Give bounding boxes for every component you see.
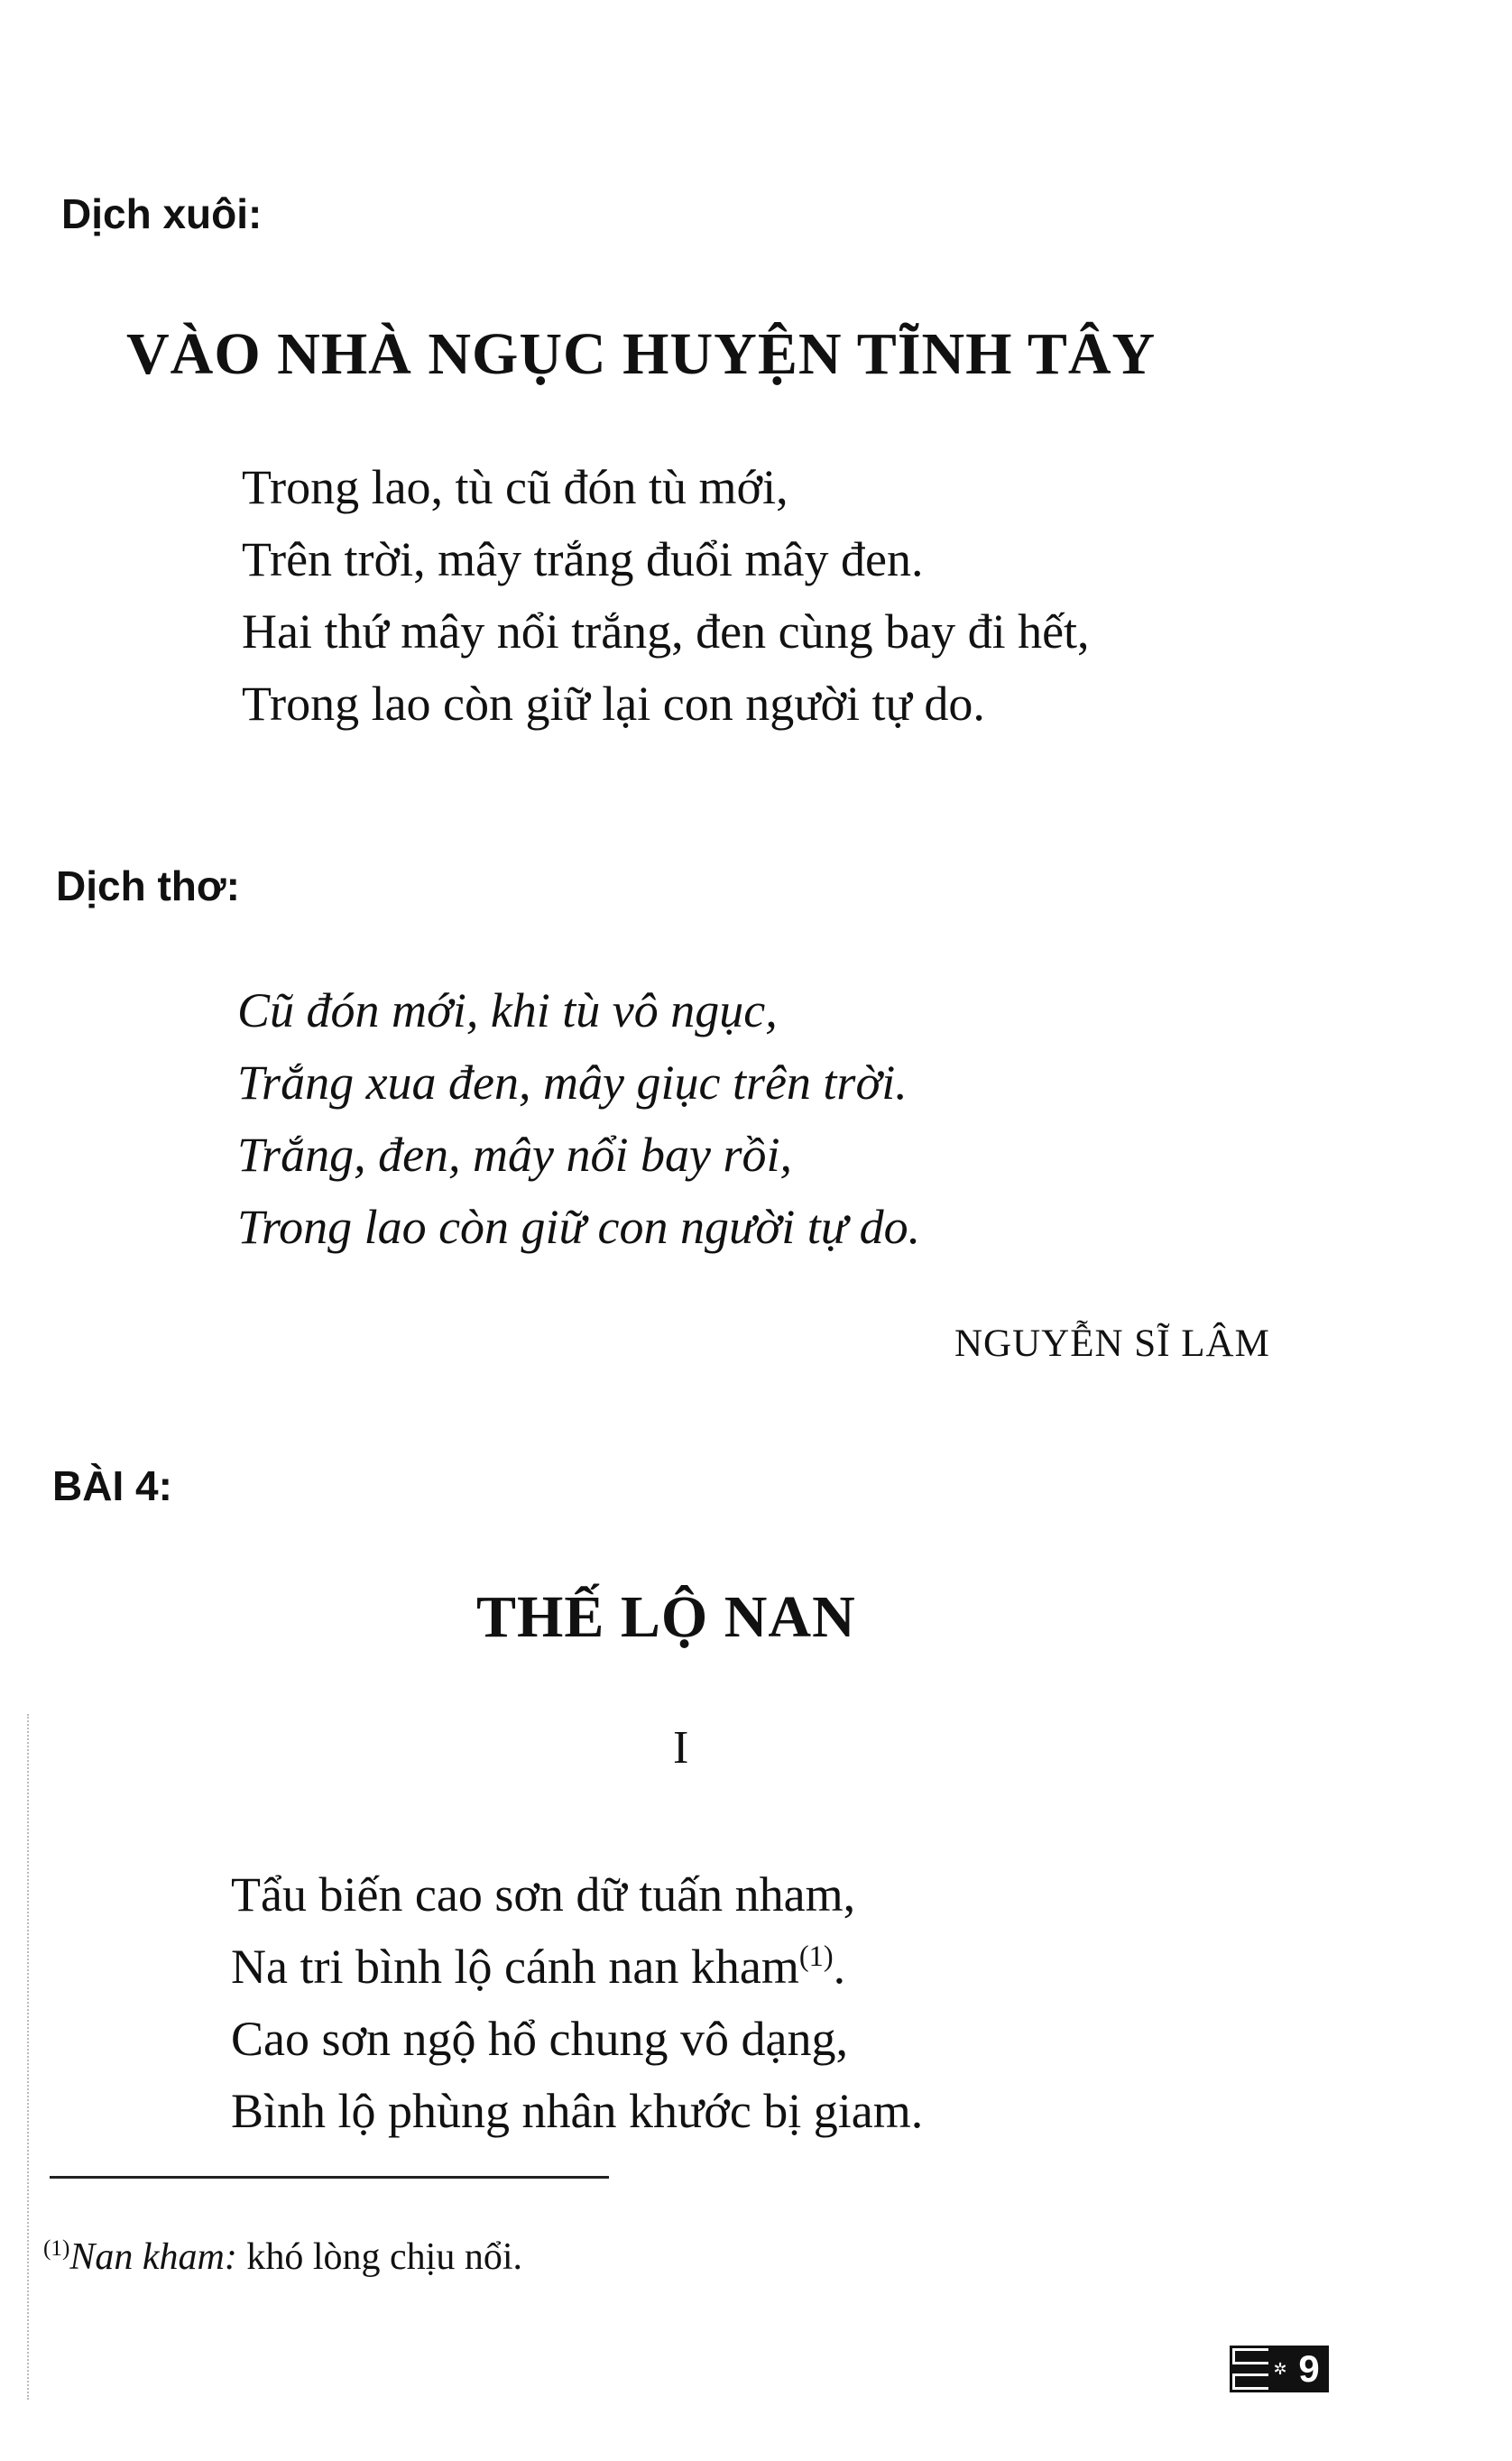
prose-translation — [242, 451, 1090, 740]
page-number: 9 — [1289, 2346, 1329, 2392]
poem-title-the-lo-nan: THẾ LỘ NAN — [476, 1584, 856, 1650]
footnote-term: Nan kham: — [69, 2236, 237, 2278]
original-poem — [231, 1858, 923, 2147]
ornament-icon — [1230, 2346, 1271, 2392]
verse-line: Cao sơn ngộ hổ chung vô dạng, — [231, 2012, 848, 2066]
page-number-badge — [1230, 2346, 1329, 2392]
verse-line: Trên trời, mây trắng đuổi mây đen. — [242, 532, 924, 586]
verse-line: Trắng, đen, mây nổi bay rồi, — [237, 1128, 792, 1182]
verse-translation — [237, 974, 920, 1263]
footnote-number: (1) — [43, 2236, 70, 2261]
poem-title-vao-nha-nguc: VÀO NHÀ NGỤC HUYỆN TĨNH TÂY — [126, 321, 1157, 387]
verse-line: Hai thứ mây nổi trắng, đen cùng bay đi hết, — [242, 604, 1090, 659]
verse-line-punct: . — [833, 1940, 846, 1994]
verse-line: Tẩu biến cao sơn dữ tuấn nham, — [231, 1867, 856, 1922]
verse-line: Bình lộ phùng nhân khước bị giam. — [231, 2084, 924, 2138]
footnote — [43, 2235, 522, 2279]
footnote-text: khó lòng chịu nổi. — [236, 2236, 523, 2278]
verse-line: Trắng xua đen, mây giục trên trời. — [237, 1055, 908, 1110]
verse-line — [231, 1931, 923, 2003]
footnote-marker: (1) — [798, 1940, 834, 1973]
part-numeral: I — [673, 1722, 689, 1774]
scan-edge-mark — [27, 1714, 31, 2400]
section-label-dich-xuoi: Dịch xuôi: — [61, 190, 263, 237]
verse-line: Cũ đón mới, khi tù vô ngục, — [237, 983, 778, 1037]
star-ornament-icon: ✲ — [1271, 2346, 1289, 2392]
translator-name: NGUYỄN SĨ LÂM — [954, 1323, 1270, 1365]
verse-line-text: Na tri bình lộ cánh nan kham — [231, 1940, 799, 1994]
verse-line: Trong lao, tù cũ đón tù mới, — [242, 460, 788, 514]
section-label-bai-4: BÀI 4: — [52, 1462, 172, 1509]
section-label-dich-tho: Dịch thơ: — [56, 862, 240, 909]
verse-line: Trong lao còn giữ lại con người tự do. — [242, 677, 985, 731]
verse-line: Trong lao còn giữ con người tự do. — [237, 1200, 921, 1254]
footnote-divider — [50, 2176, 609, 2179]
